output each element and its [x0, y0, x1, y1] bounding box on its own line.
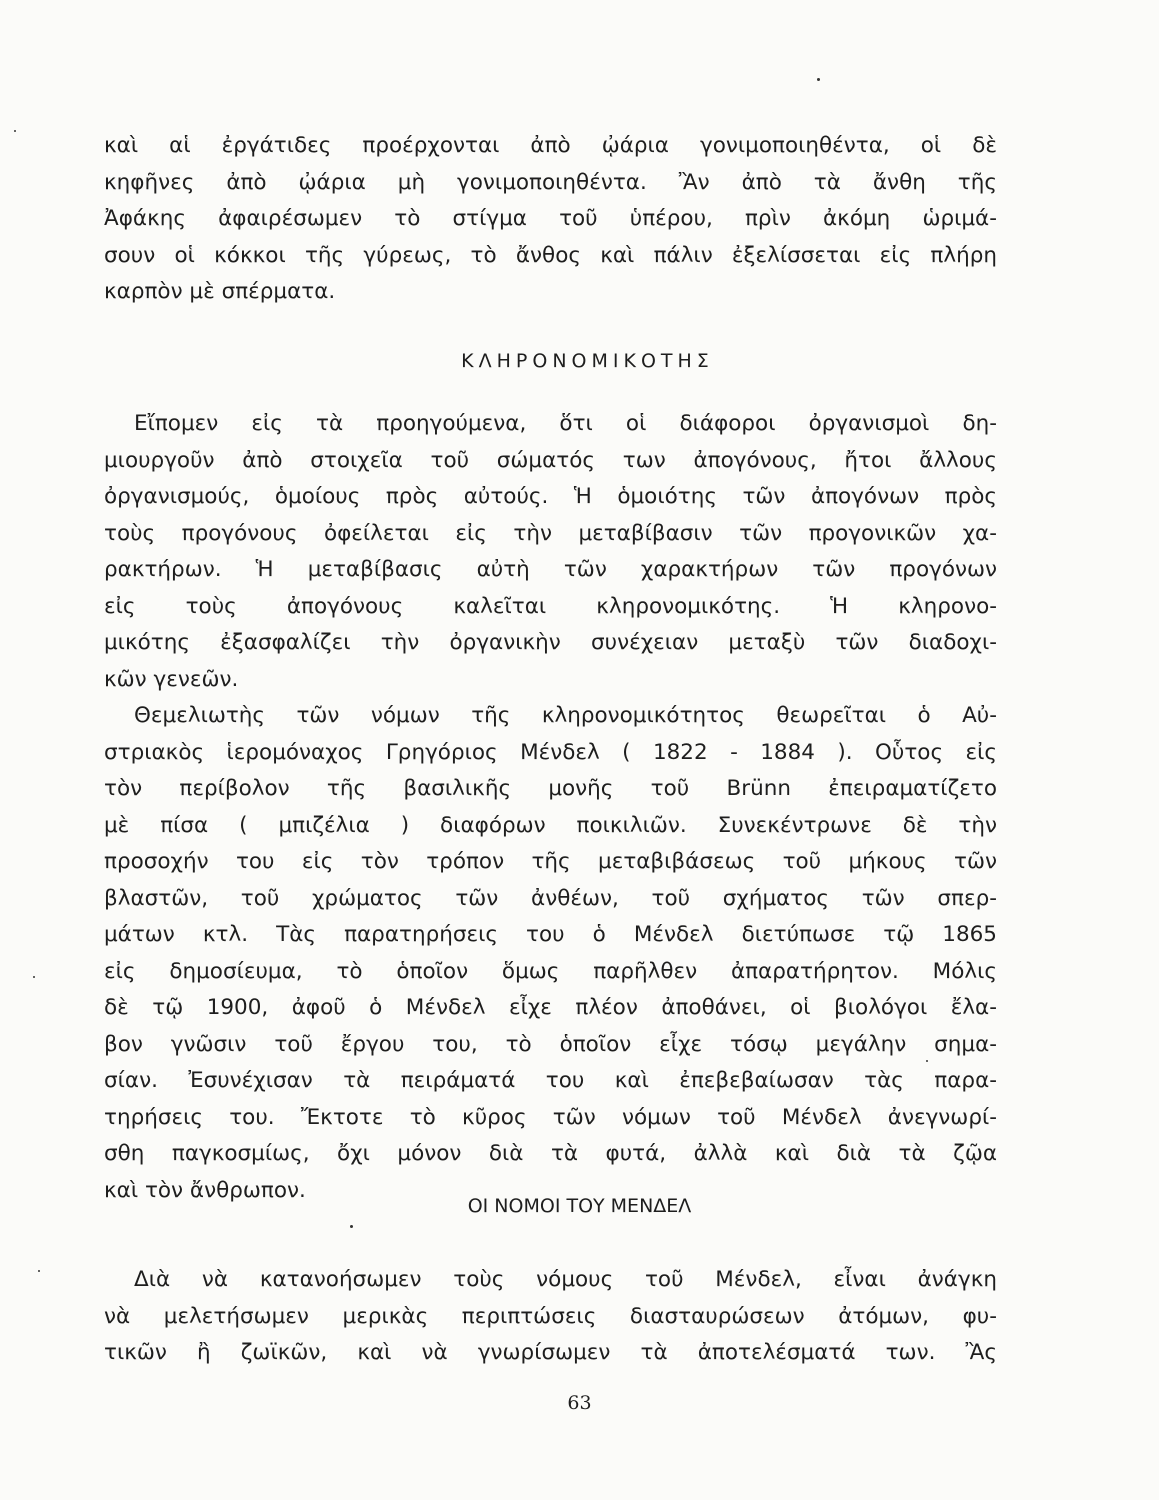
text-line: σίαν. Ἐσυνέχισαν τὰ πειράματά του καὶ ἐπεβεβαίωσαν τὰς παρα-	[104, 1068, 997, 1093]
text-line: τηρήσεις του. Ἔκτοτε τὸ κῦρος τῶν νόμων τοῦ Μένδελ ἀνεγνωρί-	[104, 1104, 997, 1130]
text-line: μάτων κτλ. Τὰς παρατηρήσεις του ὁ Μένδελ διετύπωσε τῷ 1865	[104, 922, 997, 947]
page-number: 63	[567, 1392, 592, 1414]
opening-paragraph	[104, 128, 997, 311]
text-line: Διὰ νὰ κατανοήσωμεν τοὺς νόμους τοῦ Μένδελ, εἶναι ἀνάγκη	[134, 1267, 997, 1292]
text-line: Θεμελιωτὴς τῶν νόμων τῆς κληρονομικότητος θεωρεῖται ὁ Αὐ-	[134, 703, 997, 728]
section-heading-mendel-laws: ΟΙ ΝΟΜΟΙ ΤΟΥ ΜΕΝΔΕΛ	[467, 1195, 692, 1217]
text-line: σθη παγκοσμίως, ὄχι μόνον διὰ τὰ φυτά, ἀλλὰ καὶ διὰ τὰ ζῷα	[104, 1141, 997, 1166]
text-line: τικῶν ἢ ζωϊκῶν, καὶ νὰ γνωρίσωμεν τὰ ἀποτελέσματά των. Ἂς	[104, 1340, 997, 1365]
scan-speck	[38, 1270, 40, 1272]
text-line: δὲ τῷ 1900, ἀφοῦ ὁ Μένδελ εἶχε πλέον ἀποθάνει, οἱ βιολόγοι ἔλα-	[104, 995, 997, 1020]
heredity-section-body	[104, 406, 997, 1209]
text-line: μιουργοῦν ἀπὸ στοιχεῖα τοῦ σώματός των ἀπογόνους, ἤτοι ἄλλους	[104, 447, 997, 473]
text-line: στριακὸς ἱερομόναχος Γρηγόριος Μένδελ ( 1822 - 1884 ). Οὗτος εἰς	[104, 739, 997, 765]
scan-speck	[926, 1060, 928, 1062]
scan-speck	[33, 976, 35, 978]
text-line: ὀργανισμούς, ὁμοίους πρὸς αὐτούς. Ἡ ὁμοιότης τῶν ἀπογόνων πρὸς	[104, 484, 997, 509]
text-line: εἰς τοὺς ἀπογόνους καλεῖται κληρονομικότης. Ἡ κληρονο-	[104, 593, 997, 619]
text-line: Ἀφάκης ἀφαιρέσωμεν τὸ στίγμα τοῦ ὑπέρου, πρὶν ἀκόμη ὡριμά-	[104, 206, 997, 231]
text-line: καρπὸν μὲ σπέρματα.	[104, 279, 336, 304]
text-line: τοὺς προγόνους ὀφείλεται εἰς τὴν μεταβίβασιν τῶν προγονικῶν χα-	[104, 520, 997, 546]
text-line: Εἴπομεν εἰς τὰ προηγούμενα, ὅτι οἱ διάφοροι ὀργανισμοὶ δη-	[134, 411, 997, 436]
scan-speck	[817, 78, 820, 81]
text-line: νὰ μελετήσωμεν μερικὰς περιπτώσεις διασταυρώσεων ἀτόμων, φυ-	[104, 1303, 997, 1329]
text-line: ρακτήρων. Ἡ μεταβίβασις αὐτὴ τῶν χαρακτήρων τῶν προγόνων	[104, 557, 997, 582]
text-line: προσοχήν του εἰς τὸν τρόπον τῆς μεταβιβάσεως τοῦ μήκους τῶν	[104, 849, 997, 874]
text-line: τὸν περίβολον τῆς βασιλικῆς μονῆς τοῦ Brünn ἐπειραματίζετο	[104, 776, 997, 801]
text-line: κῶν γενεῶν.	[104, 666, 239, 692]
scan-speck	[350, 1225, 353, 1228]
text-line: μὲ πίσα ( μπιζέλια ) διαφόρων ποικιλιῶν. Συνεκέντρωνε δὲ τὴν	[104, 812, 997, 838]
text-line: βον γνῶσιν τοῦ ἔργου του, τὸ ὁποῖον εἶχε τόσῳ μεγάλην σημα-	[104, 1031, 997, 1057]
text-line: σουν οἱ κόκκοι τῆς γύρεως, τὸ ἄνθος καὶ πάλιν ἐξελίσσεται εἰς πλήρη	[104, 242, 997, 268]
text-line: καὶ τὸν ἄνθρωπον.	[104, 1177, 306, 1203]
text-line: εἰς δημοσίευμα, τὸ ὁποῖον ὅμως παρῆλθεν ἀπαρατήρητον. Μόλις	[104, 958, 997, 984]
text-line: κηφῆνες ἀπὸ ᾠάρια μὴ γονιμοποιηθέντα. Ἂν ἀπὸ τὰ ἄνθη τῆς	[104, 169, 997, 195]
section-heading-heredity: ΚΛΗΡΟΝΟΜΙΚΟΤΗΣ	[461, 350, 714, 372]
text-line: βλαστῶν, τοῦ χρώματος τῶν ἀνθέων, τοῦ σχήματος τῶν σπερ-	[104, 885, 997, 911]
scan-speck	[14, 130, 16, 132]
mendel-laws-section-body	[104, 1262, 997, 1372]
text-line: μικότης ἐξασφαλίζει τὴν ὀργανικὴν συνέχειαν μεταξὺ τῶν διαδοχι-	[104, 630, 997, 655]
text-line: καὶ αἱ ἐργάτιδες προέρχονται ἀπὸ ᾠάρια γονιμοποιηθέντα, οἱ δὲ	[104, 133, 997, 158]
